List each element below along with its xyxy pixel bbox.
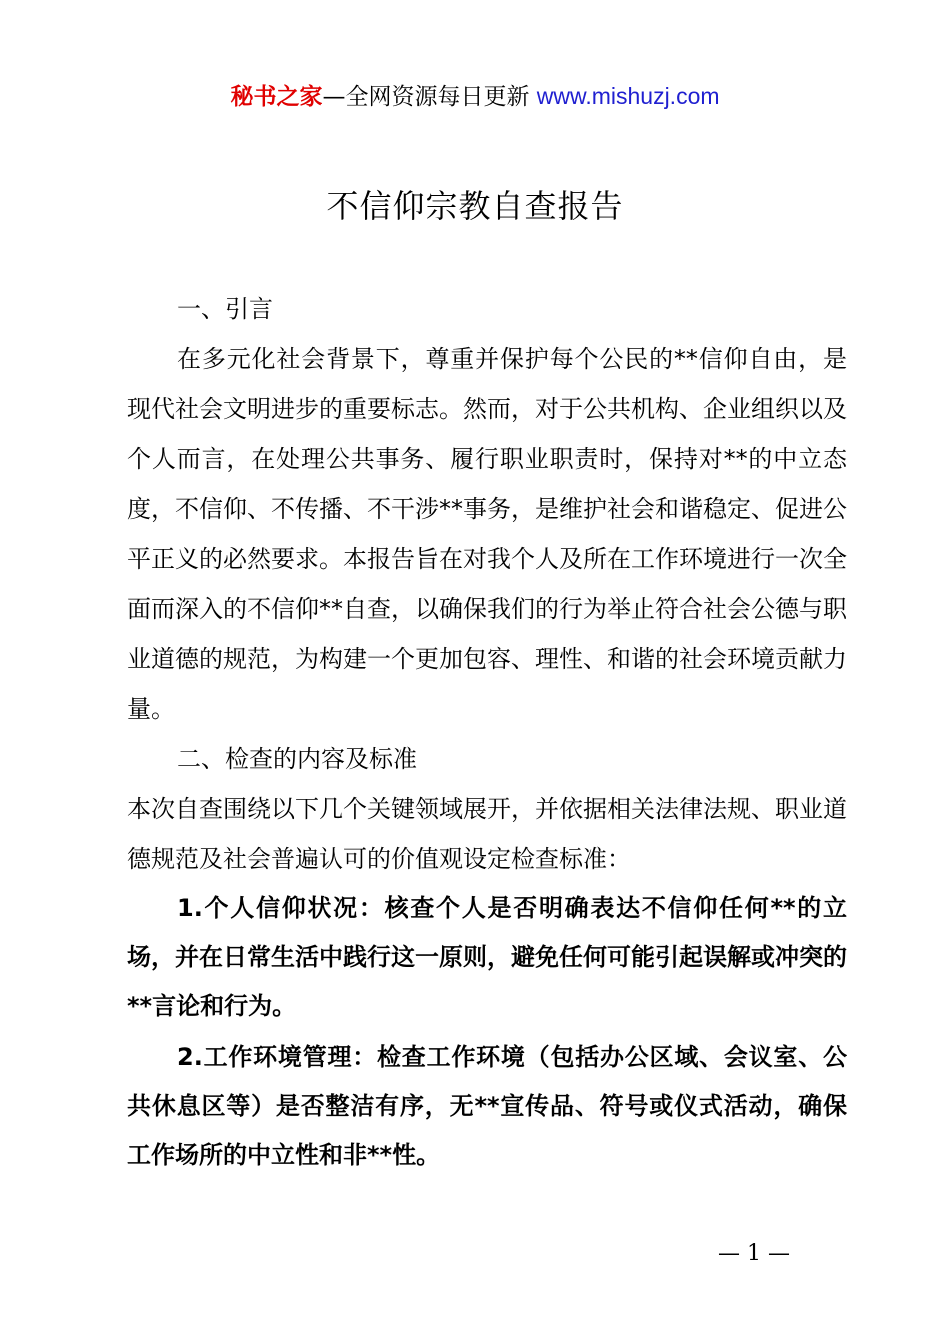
- site-header: [0, 80, 950, 113]
- section-heading-inspection-content: 二、检查的内容及标准: [177, 745, 417, 773]
- document-body: [127, 284, 847, 1180]
- inspection-item-personal-belief: 1.个人信仰状况：核查个人是否明确表达不信仰任何**的立场，并在日常生活中践行这一原则，避免任何可能引起误解或冲突的**言论和行为。: [127, 894, 847, 1020]
- site-tagline: —全网资源每日更新: [322, 84, 530, 110]
- document-title: 不信仰宗教自查报告: [326, 187, 624, 225]
- page-number: — 1 —: [718, 1241, 790, 1266]
- section-heading-introduction: 一、引言: [177, 295, 273, 323]
- site-url-link[interactable]: www.mishuzj.com: [536, 83, 720, 109]
- site-brand: 秘书之家: [230, 84, 323, 110]
- inspection-intro-paragraph: 本次自查围绕以下几个关键领域展开，并依据相关法律法规、职业道德规范及社会普遍认可的价值观设定检查标准：: [127, 795, 847, 873]
- introduction-paragraph: 在多元化社会背景下，尊重并保护每个公民的**信仰自由，是现代社会文明进步的重要标志。然而，对于公共机构、企业组织以及个人而言，在处理公共事务、履行职业职责时，保持对**的中立态度，不信仰、不传播、不干涉**事务，是维护社会和谐稳定、促进公平正义的必然要求。本报告旨在对我个人及所在工作环境进行一次全面而深入的不信仰**自查，以确保我们的行为举止符合社会公德与职业道德的规范，为构建一个更加包容、理性、和谐的社会环境贡献力量。: [127, 345, 847, 723]
- inspection-item-work-environment: 2.工作环境管理：检查工作环境（包括办公区域、会议室、公共休息区等）是否整洁有序，无**宣传品、符号或仪式活动，确保工作场所的中立性和非**性。: [127, 1043, 847, 1169]
